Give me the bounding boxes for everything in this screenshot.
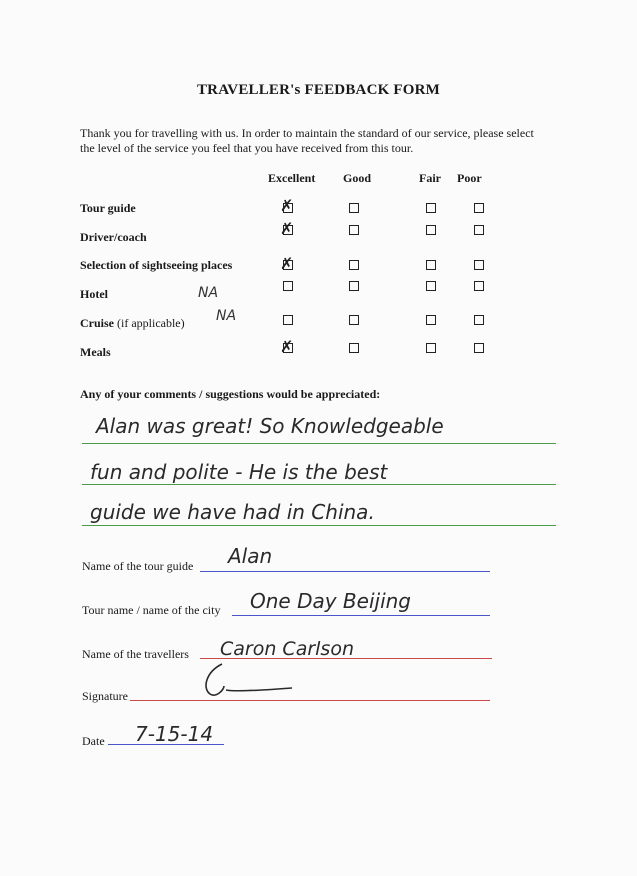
form-title: TRAVELLER's FEEDBACK FORM bbox=[196, 82, 441, 98]
checkbox-hotel-fair[interactable] bbox=[426, 281, 436, 291]
guide-name-value[interactable]: Alan bbox=[228, 544, 273, 568]
comment-line-2: fun and polite - He is the best bbox=[90, 460, 388, 484]
signature-line bbox=[130, 700, 490, 701]
checkbox-tour-guide-poor[interactable] bbox=[474, 203, 484, 213]
row-label-meals: Meals bbox=[80, 345, 111, 359]
cruise-label-suffix: (if applicable) bbox=[117, 316, 185, 330]
comment-rule-3 bbox=[82, 525, 556, 526]
checkbox-sightseeing-good[interactable] bbox=[349, 260, 359, 270]
checkbox-meals-good[interactable] bbox=[349, 343, 359, 353]
row-label-sightseeing: Selection of sightseeing places bbox=[80, 258, 233, 272]
checkbox-cruise-good[interactable] bbox=[349, 315, 359, 325]
checkbox-meals-fair[interactable] bbox=[426, 343, 436, 353]
intro-text: Thank you for travelling with us. In order to maintain the standard of our service, please select the level of the service you feel that you have received from this tour. bbox=[80, 126, 534, 155]
checkbox-driver-good[interactable] bbox=[349, 225, 359, 235]
date-value[interactable]: 7-15-14 bbox=[135, 722, 214, 746]
guide-name-line bbox=[200, 571, 490, 572]
checkbox-cruise-excellent[interactable] bbox=[283, 315, 293, 325]
travellers-line bbox=[200, 658, 492, 659]
comment-line-1: Alan was great! So Knowledgeable bbox=[96, 414, 444, 438]
guide-name-label: Name of the tour guide bbox=[82, 559, 194, 573]
checkbox-driver-fair[interactable] bbox=[426, 225, 436, 235]
row-label-hotel: Hotel bbox=[80, 287, 108, 301]
date-line bbox=[108, 744, 224, 745]
cruise-na-note: NA bbox=[216, 308, 237, 324]
checkbox-sightseeing-fair[interactable] bbox=[426, 260, 436, 270]
cruise-label-text: Cruise bbox=[80, 316, 114, 330]
row-label-driver: Driver/coach bbox=[80, 230, 147, 244]
checkbox-hotel-excellent[interactable] bbox=[283, 281, 293, 291]
comment-rule-1 bbox=[82, 443, 556, 444]
column-poor: Poor bbox=[457, 171, 482, 185]
check-mark-icon: ✗ bbox=[280, 337, 294, 356]
check-mark-icon: ✗ bbox=[280, 254, 294, 273]
signature-label: Signature bbox=[82, 689, 128, 703]
comment-line-3: guide we have had in China. bbox=[90, 500, 375, 524]
column-fair: Fair bbox=[419, 171, 441, 185]
checkbox-hotel-poor[interactable] bbox=[474, 281, 484, 291]
comments-question: Any of your comments / suggestions would be appreciated: bbox=[80, 387, 381, 401]
date-label: Date bbox=[82, 734, 105, 748]
tour-name-line bbox=[232, 615, 490, 616]
hotel-na-note: NA bbox=[198, 285, 219, 301]
checkbox-driver-poor[interactable] bbox=[474, 225, 484, 235]
signature-scribble bbox=[196, 660, 306, 702]
row-label-cruise bbox=[80, 316, 185, 331]
travellers-value[interactable]: Caron Carlson bbox=[220, 638, 354, 660]
checkbox-sightseeing-poor[interactable] bbox=[474, 260, 484, 270]
column-excellent: Excellent bbox=[268, 171, 316, 185]
checkbox-meals-poor[interactable] bbox=[474, 343, 484, 353]
checkbox-cruise-fair[interactable] bbox=[426, 315, 436, 325]
tour-name-label: Tour name / name of the city bbox=[82, 603, 221, 617]
row-label-tour-guide: Tour guide bbox=[80, 201, 136, 215]
comment-rule-2 bbox=[82, 484, 556, 485]
check-mark-icon: ✗ bbox=[280, 219, 294, 238]
checkbox-tour-guide-fair[interactable] bbox=[426, 203, 436, 213]
checkbox-cruise-poor[interactable] bbox=[474, 315, 484, 325]
tour-name-value[interactable]: One Day Beijing bbox=[250, 589, 411, 613]
column-good: Good bbox=[343, 171, 372, 185]
travellers-label: Name of the travellers bbox=[82, 647, 189, 661]
checkbox-hotel-good[interactable] bbox=[349, 281, 359, 291]
check-mark-icon: ✗ bbox=[280, 196, 294, 215]
checkbox-tour-guide-good[interactable] bbox=[349, 203, 359, 213]
